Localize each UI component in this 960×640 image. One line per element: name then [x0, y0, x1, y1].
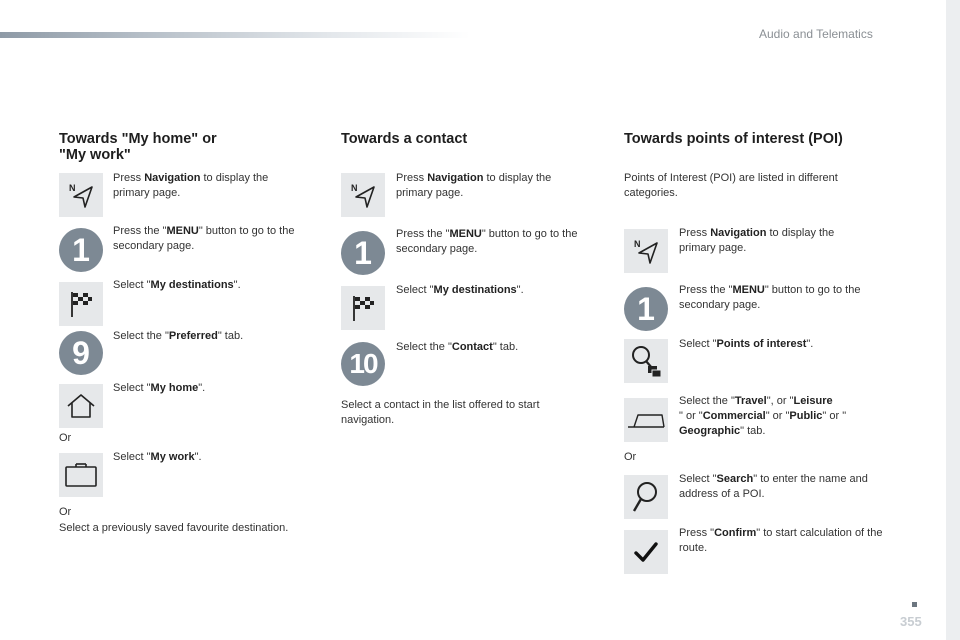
svg-text:N: N: [69, 183, 76, 193]
col3-step-poi: Select "Points of interest".: [679, 338, 814, 350]
col1-step-menu: Press the "MENU" button to go to the secondary page.: [113, 225, 295, 252]
col3-title: Towards points of interest (POI): [624, 131, 843, 147]
navigation-icon: [341, 173, 385, 217]
tab-icon: [624, 398, 668, 442]
home-icon: [59, 384, 103, 428]
page-edge-band: [946, 0, 960, 640]
col3-step-search: Select "Search" to enter the name and address of a POI.: [679, 473, 868, 500]
col1-footer-note: Select a previously saved favourite destination.: [59, 522, 289, 534]
navigation-icon: [59, 173, 103, 217]
search-icon: [624, 475, 668, 519]
checkmark-icon: [624, 530, 668, 574]
svg-text:N: N: [634, 239, 641, 249]
step-number-badge: 9: [59, 331, 103, 375]
step-number-badge: 1: [341, 231, 385, 275]
col1-step-home: Select "My home".: [113, 382, 206, 394]
poi-search-icon: [624, 339, 668, 383]
col3-step-confirm: Press "Confirm" to start calculation of the route.: [679, 527, 883, 554]
col3-step-categories: Select the "Travel", or "Leisure " or "Commercial" or "Public" or " Geographic" tab.: [679, 395, 847, 437]
or-label: Or: [624, 451, 637, 463]
col1-step-work: Select "My work".: [113, 451, 202, 463]
col2-step-contact: Select the "Contact" tab.: [396, 341, 519, 353]
col1-step-navigation: Press Navigation to display the primary page.: [113, 172, 269, 199]
svg-text:N: N: [351, 183, 358, 193]
col2-footer-note: Select a contact in the list offered to start navigation.: [341, 399, 540, 426]
col3-intro: Points of Interest (POI) are listed in different categories.: [624, 172, 838, 199]
checkered-flag-icon: [59, 282, 103, 326]
header-bar: [0, 32, 470, 38]
or-label: Or: [59, 506, 72, 518]
col2-title: Towards a contact: [341, 131, 468, 147]
col3-step-navigation: Press Navigation to display the primary page.: [679, 227, 835, 254]
col2-step-menu: Press the "MENU" button to go to the secondary page.: [396, 228, 578, 255]
step-number-badge: 10: [341, 342, 385, 386]
col1-title: Towards "My home" or "My work": [59, 131, 217, 163]
page-dot: [912, 602, 917, 607]
or-label: Or: [59, 432, 72, 444]
checkered-flag-icon: [341, 286, 385, 330]
step-number-badge: 1: [59, 228, 103, 272]
col2-step-navigation: Press Navigation to display the primary page.: [396, 172, 552, 199]
page-number: 355: [900, 614, 922, 629]
col3-step-menu: Press the "MENU" button to go to the secondary page.: [679, 284, 861, 311]
col1-step-preferred: Select the "Preferred" tab.: [113, 330, 244, 342]
col1-step-destinations: Select "My destinations".: [113, 279, 241, 291]
section-header: Audio and Telematics: [759, 27, 873, 41]
briefcase-icon: [59, 453, 103, 497]
navigation-icon: [624, 229, 668, 273]
step-number-badge: 1: [624, 287, 668, 331]
col2-step-destinations: Select "My destinations".: [396, 284, 524, 296]
